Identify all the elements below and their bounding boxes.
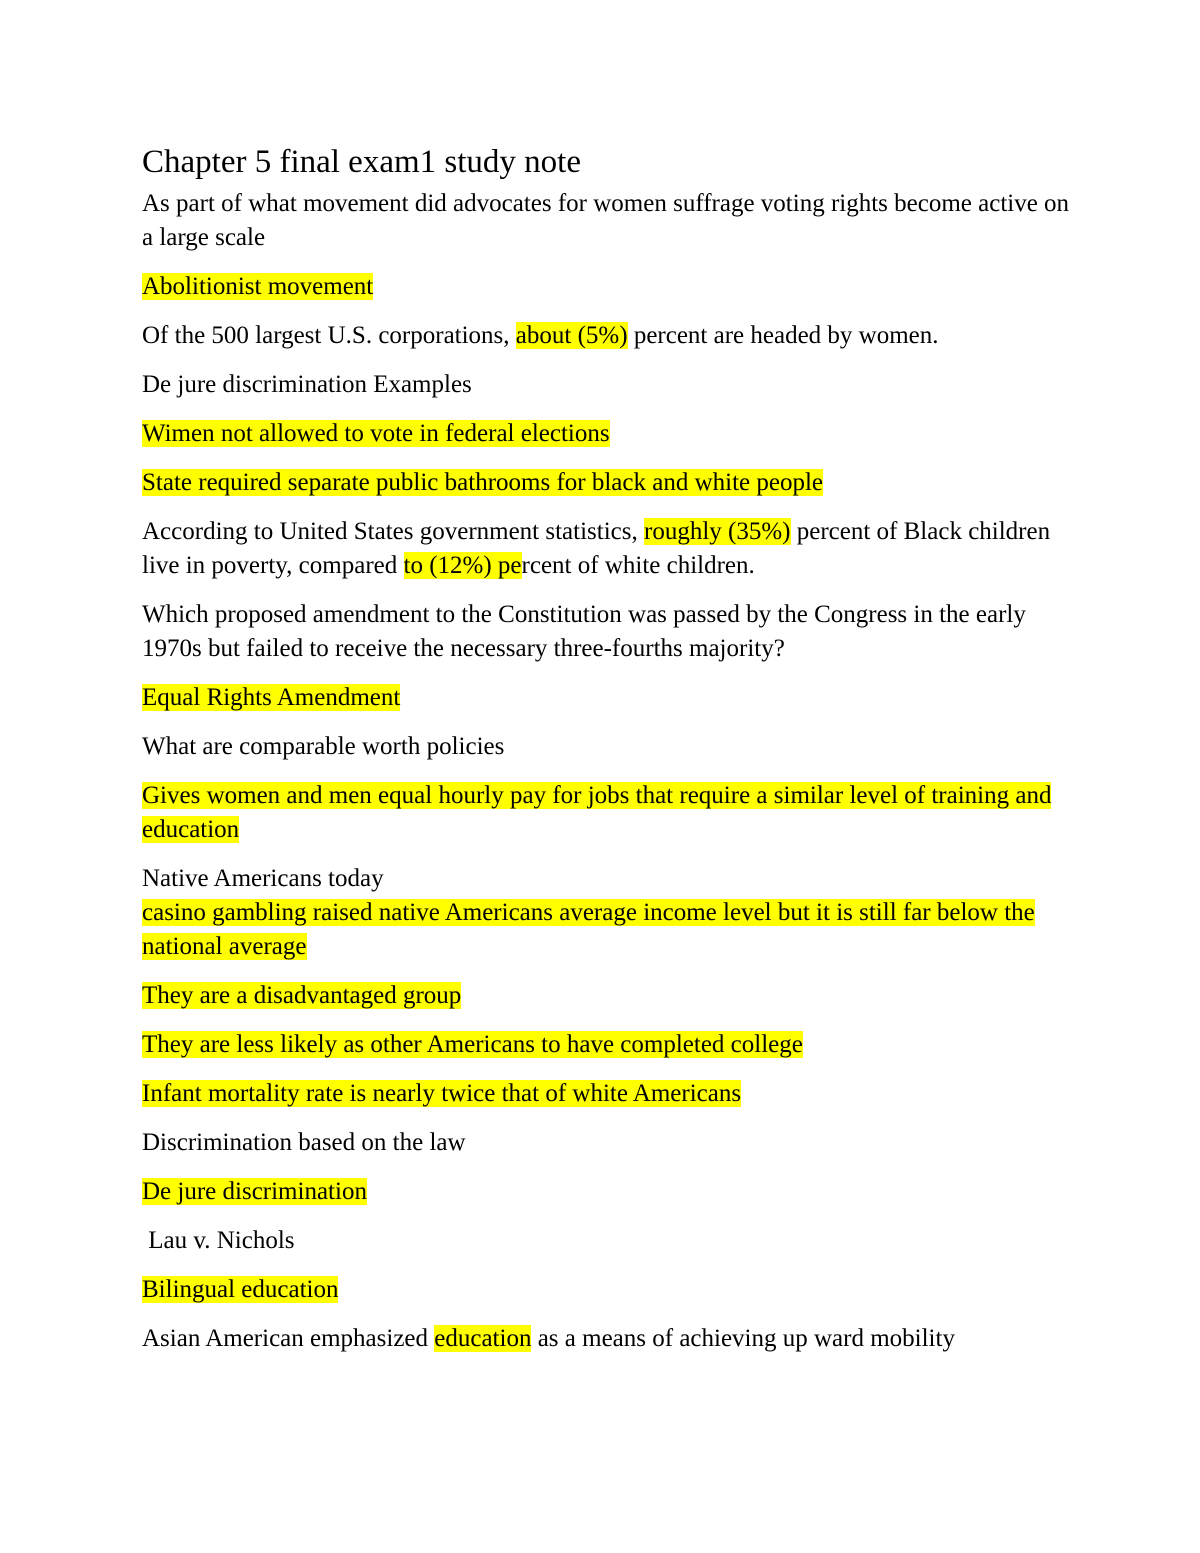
- answer-women-vote: [142, 417, 1072, 451]
- answer-comparable-worth: [142, 779, 1072, 847]
- question-text: Which proposed amendment to the Constitution was passed by the Congress in the early 1970s but failed to receive the necessary three-fourths majority?: [142, 601, 1026, 662]
- question-text: De jure discrimination Examples: [142, 371, 472, 398]
- highlighted-answer: about (5%): [515, 322, 628, 349]
- highlighted-answer: education: [434, 1325, 532, 1352]
- statement-text: percent of Black children live in poverty, compared: [142, 518, 1051, 579]
- question-proposed-amendment: [142, 598, 1072, 666]
- statement-text: percent are headed by women.: [627, 322, 939, 349]
- heading-native-americans: [142, 862, 1072, 896]
- document-body: [142, 140, 1072, 1371]
- statement-text: According to United States government statistics,: [142, 518, 644, 545]
- highlighted-answer: roughly (35%): [644, 518, 791, 545]
- highlighted-answer: Gives women and men equal hourly pay for jobs that require a similar level of training and education: [142, 782, 1052, 843]
- question-text: What are comparable worth policies: [142, 733, 505, 760]
- answer-de-jure: [142, 1175, 1072, 1209]
- question-text: Lau v. Nichols: [142, 1227, 295, 1254]
- answer-equal-rights-amendment: [142, 681, 1072, 715]
- highlighted-answer: De jure discrimination: [142, 1178, 367, 1205]
- answer-disadvantaged-group: [142, 979, 1072, 1013]
- question-comparable-worth: [142, 730, 1072, 764]
- highlighted-answer: Abolitionist movement: [142, 273, 374, 300]
- answer-less-likely-college: [142, 1028, 1072, 1062]
- statement-text: Of the 500 largest U.S. corporations,: [142, 322, 516, 349]
- highlighted-answer: They are less likely as other Americans to have completed college: [142, 1031, 803, 1058]
- statement-text: rcent of white children.: [521, 552, 755, 579]
- answer-infant-mortality: [142, 1077, 1072, 1111]
- highlighted-answer: They are a disadvantaged group: [142, 982, 462, 1009]
- answer-bilingual-education: [142, 1273, 1072, 1307]
- answer-abolitionist-movement: [142, 270, 1072, 304]
- statement-text: Asian American emphasized: [142, 1325, 435, 1352]
- highlighted-answer: Bilingual education: [142, 1276, 339, 1303]
- highlighted-answer: casino gambling raised native Americans average income level but it is still far below the national average: [142, 899, 1035, 960]
- answer-casino-gambling: [142, 896, 1072, 964]
- highlighted-answer: Wimen not allowed to vote in federal elections: [142, 420, 610, 447]
- question-text: As part of what movement did advocates for women suffrage voting rights become active on a large scale: [142, 190, 1070, 251]
- fact-asian-american-education: [142, 1322, 1072, 1356]
- page-title: Chapter 5 final exam1 study note: [142, 144, 581, 180]
- question-text: Discrimination based on the law: [142, 1129, 466, 1156]
- highlighted-answer: Equal Rights Amendment: [142, 684, 401, 711]
- answer-separate-bathrooms: [142, 466, 1072, 500]
- question-text: Native Americans today: [142, 865, 384, 892]
- fact-corporations-women: [142, 319, 1072, 353]
- highlighted-answer: to (12%) pe: [403, 552, 522, 579]
- question-discrimination-law: [142, 1126, 1072, 1160]
- question-lau-v-nichols: [142, 1224, 1072, 1258]
- statement-text: as a means of achieving up ward mobility: [531, 1325, 955, 1352]
- highlighted-answer: State required separate public bathrooms for black and white people: [142, 469, 824, 496]
- fact-child-poverty: [142, 515, 1072, 583]
- question-women-suffrage-movement: [142, 187, 1072, 255]
- heading-de-jure-examples: [142, 368, 1072, 402]
- highlighted-answer: Infant mortality rate is nearly twice that of white Americans: [142, 1080, 742, 1107]
